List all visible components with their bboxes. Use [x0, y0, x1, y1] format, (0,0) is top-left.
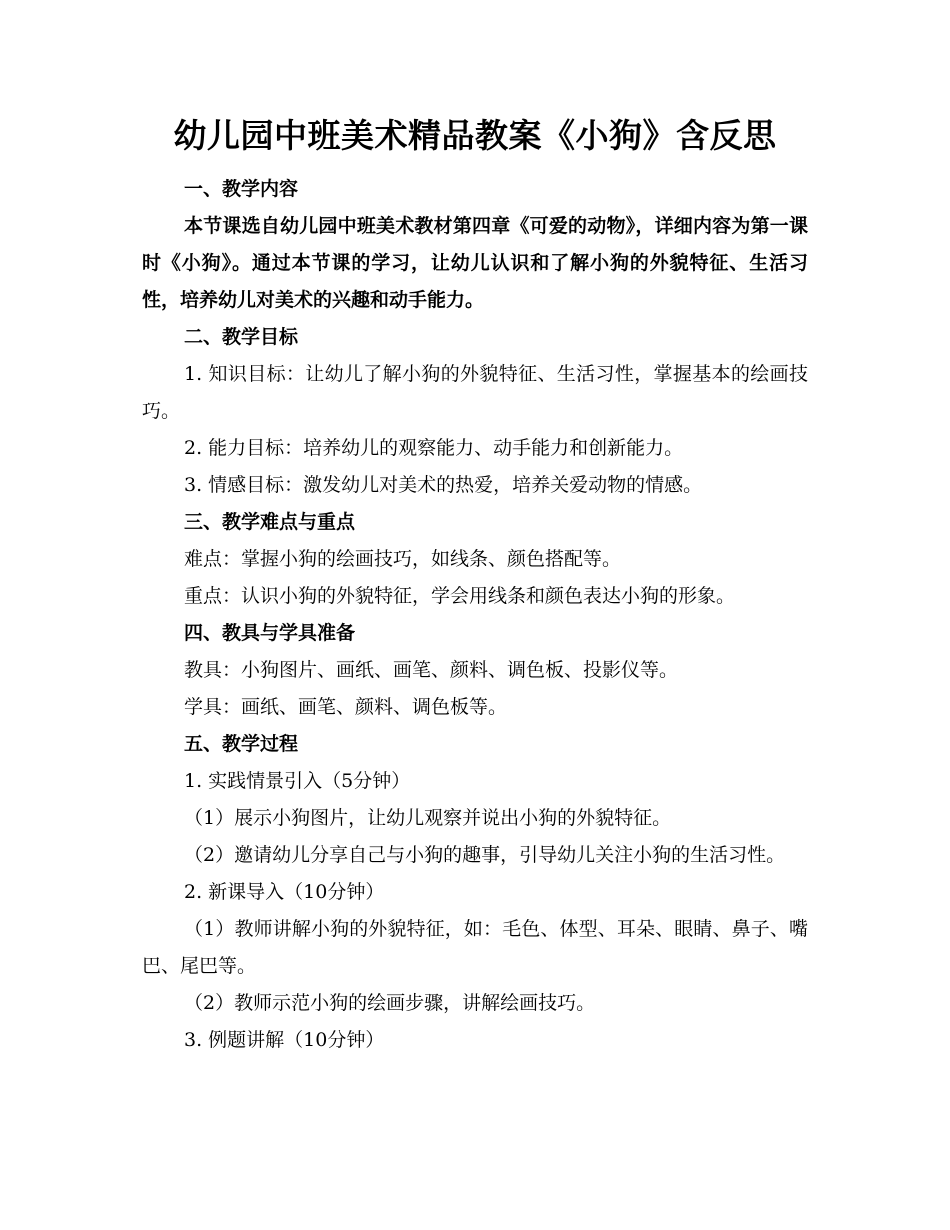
process-substep: （1）教师讲解小狗的外貌特征，如：毛色、体型、耳朵、眼睛、鼻子、嘴巴、尾巴等。	[142, 918, 808, 977]
process-step: 2. 新课导入（10分钟）	[184, 881, 385, 903]
goal-item: 3. 情感目标：激发幼儿对美术的热爱，培养关爱动物的情感。	[184, 474, 703, 496]
material-item: 学具：画纸、画笔、颜料、调色板等。	[184, 696, 508, 718]
keypoint-item: 难点：掌握小狗的绘画技巧，如线条、颜色搭配等。	[184, 548, 622, 570]
section-heading-goals: 二、教学目标	[184, 326, 299, 348]
material-item: 教具：小狗图片、画纸、画笔、颜料、调色板、投影仪等。	[184, 659, 679, 681]
goal-item: 2. 能力目标：培养幼儿的观察能力、动手能力和创新能力。	[184, 437, 684, 459]
goal-item: 1. 知识目标：让幼儿了解小狗的外貌特征、生活习性，掌握基本的绘画技巧。	[142, 363, 808, 422]
process-step: 1. 实践情景引入（5分钟）	[184, 770, 411, 792]
section-body-content: 本节课选自幼儿园中班美术教材第四章《可爱的动物》，详细内容为第一课时《小狗》。通过本节课的学习，让幼儿认识和了解小狗的外貌特征、生活习性，培养幼儿对美术的兴趣和动手能力。	[142, 215, 808, 311]
section-heading-process: 五、教学过程	[184, 733, 299, 755]
process-substep: （1）展示小狗图片，让幼儿观察并说出小狗的外貌特征。	[184, 807, 672, 829]
process-substep: （2）邀请幼儿分享自己与小狗的趣事，引导幼儿关注小狗的生活习性。	[184, 844, 786, 866]
section-heading-materials: 四、教具与学具准备	[184, 622, 356, 644]
document-title: 幼儿园中班美术精品教案《小狗》含反思	[173, 116, 777, 155]
section-heading-keypoints: 三、教学难点与重点	[184, 511, 356, 533]
section-heading-content: 一、教学内容	[184, 178, 299, 200]
process-step: 3. 例题讲解（10分钟）	[184, 1029, 385, 1051]
process-substep: （2）教师示范小狗的绘画步骤，讲解绘画技巧。	[184, 992, 596, 1014]
keypoint-item: 重点：认识小狗的外貌特征，学会用线条和颜色表达小狗的形象。	[184, 585, 736, 607]
